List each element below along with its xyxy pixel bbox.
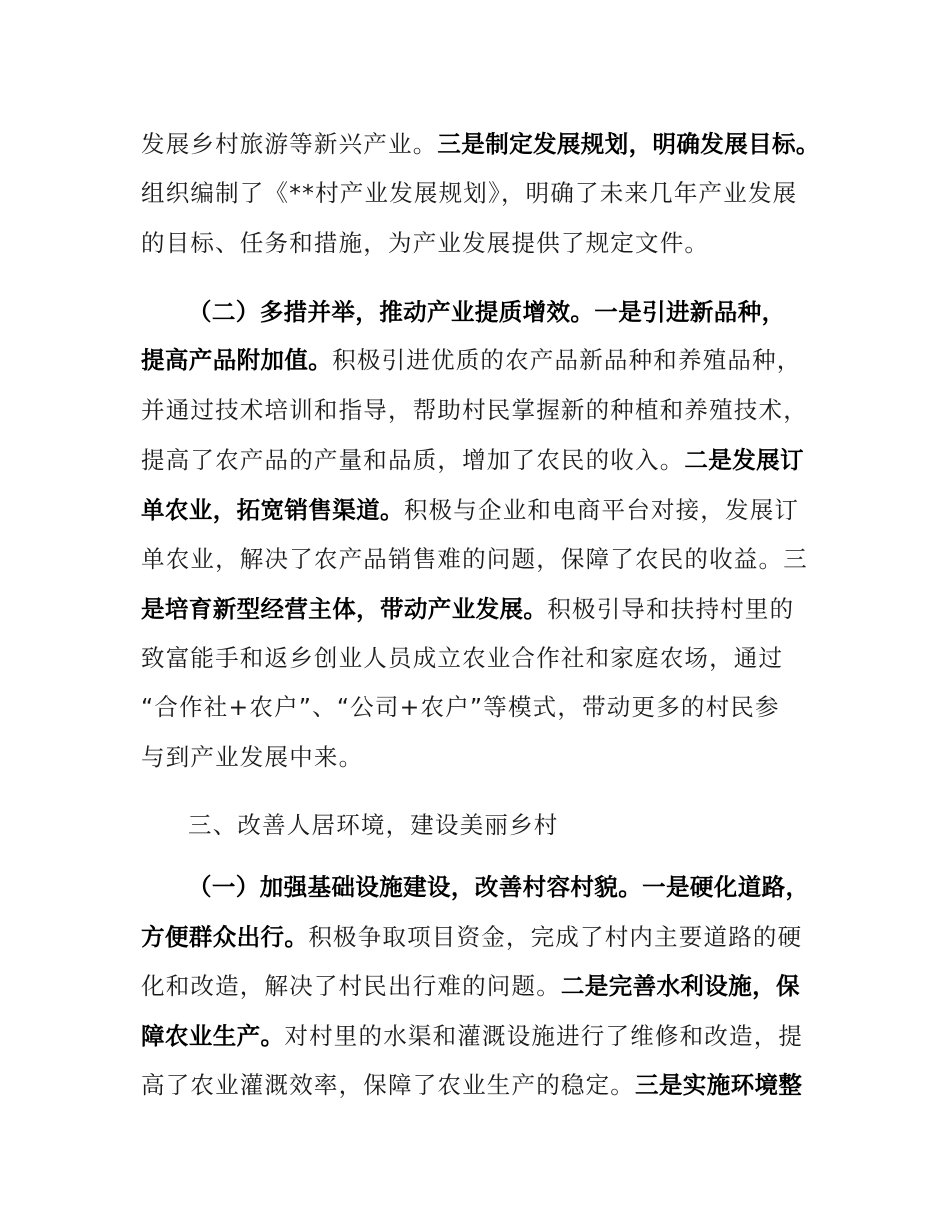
bold-text-run: 是培育新型经营主体，带动产业发展。 — [141, 595, 548, 623]
text-run: 的目标、任务和措施，为产业发展提供了规定文件。 — [141, 229, 710, 257]
paragraph-line — [141, 176, 797, 210]
paragraph-line — [141, 641, 783, 675]
paragraph-line — [141, 1068, 802, 1102]
paragraph-line — [141, 740, 363, 774]
bold-text-run: 二是完善水利设施，保 — [560, 972, 800, 1000]
paragraph-line — [141, 920, 802, 954]
paragraph-line — [141, 690, 780, 724]
text-run: “合作社+农户”、“公司+农户”等模式，带动更多的村民参 — [141, 693, 780, 721]
paragraph-line — [141, 592, 794, 626]
paragraph-line — [141, 226, 709, 260]
paragraph-line — [141, 343, 802, 377]
text-run: 提高了农产品的产量和品质，增加了农民的收入。 — [141, 446, 685, 474]
bold-text-run: 障农业生产。 — [141, 1022, 285, 1050]
bold-text-run: 方便群众出行。 — [141, 923, 309, 951]
paragraph-line — [141, 393, 808, 427]
text-run: 发展乡村旅游等新兴产业。 — [141, 130, 438, 158]
paragraph-line — [141, 127, 820, 161]
section-heading — [188, 808, 559, 842]
bold-text-run: 三是实施环境整 — [635, 1071, 803, 1099]
text-run: 致富能手和返乡创业人员成立农业合作社和家庭农场，通过 — [141, 644, 784, 672]
text-run: 单农业，解决了农产品销售难的问题，保障了农民的收益。三 — [141, 545, 808, 573]
paragraph-line — [141, 1019, 803, 1053]
subsection-heading-line — [188, 295, 786, 329]
text-run: 并通过技术培训和指导，帮助村民掌握新的种植和养殖技术， — [141, 396, 808, 424]
text-run: 积极引进优质的农产品新品种和养殖品种， — [332, 346, 802, 374]
paragraph-line — [141, 443, 804, 477]
text-run: 组织编制了《**村产业发展规划》，明确了未来几年产业发展 — [141, 179, 798, 207]
paragraph-line — [141, 493, 799, 527]
text-run: 化和改造，解决了村民出行难的问题。 — [141, 972, 561, 1000]
paragraph-line — [141, 542, 808, 576]
text-run: 三、改善人居环境，建设美丽乡村 — [188, 811, 559, 839]
bold-text-run: 二是发展订 — [684, 446, 804, 474]
text-run: 积极引导和扶持村里的 — [547, 595, 795, 623]
bold-text-run: 单农业，拓宽销售渠道。 — [141, 496, 404, 524]
bold-text-run: （一）加强基础设施建设，改善村容村貌。一是硬化道路， — [188, 873, 810, 901]
text-run: 对村里的水渠和灌溉设施进行了维修和改造，提 — [284, 1022, 804, 1050]
text-run: 高了农业灌溉效率，保障了农业生产的稳定。 — [141, 1071, 635, 1099]
paragraph-line — [141, 969, 800, 1003]
subsection-heading-line — [188, 870, 809, 904]
bold-text-run: 三是制定发展规划，明确发展目标。 — [437, 130, 820, 158]
text-run: 与到产业发展中来。 — [141, 743, 364, 771]
text-run: 积极与企业和电商平台对接，发展订 — [403, 496, 800, 524]
bold-text-run: 提高产品附加值。 — [141, 346, 333, 374]
bold-text-run: （二）多措并举，推动产业提质增效。一是引进新品种， — [188, 298, 786, 326]
text-run: 积极争取项目资金，完成了村内主要道路的硬 — [308, 923, 803, 951]
